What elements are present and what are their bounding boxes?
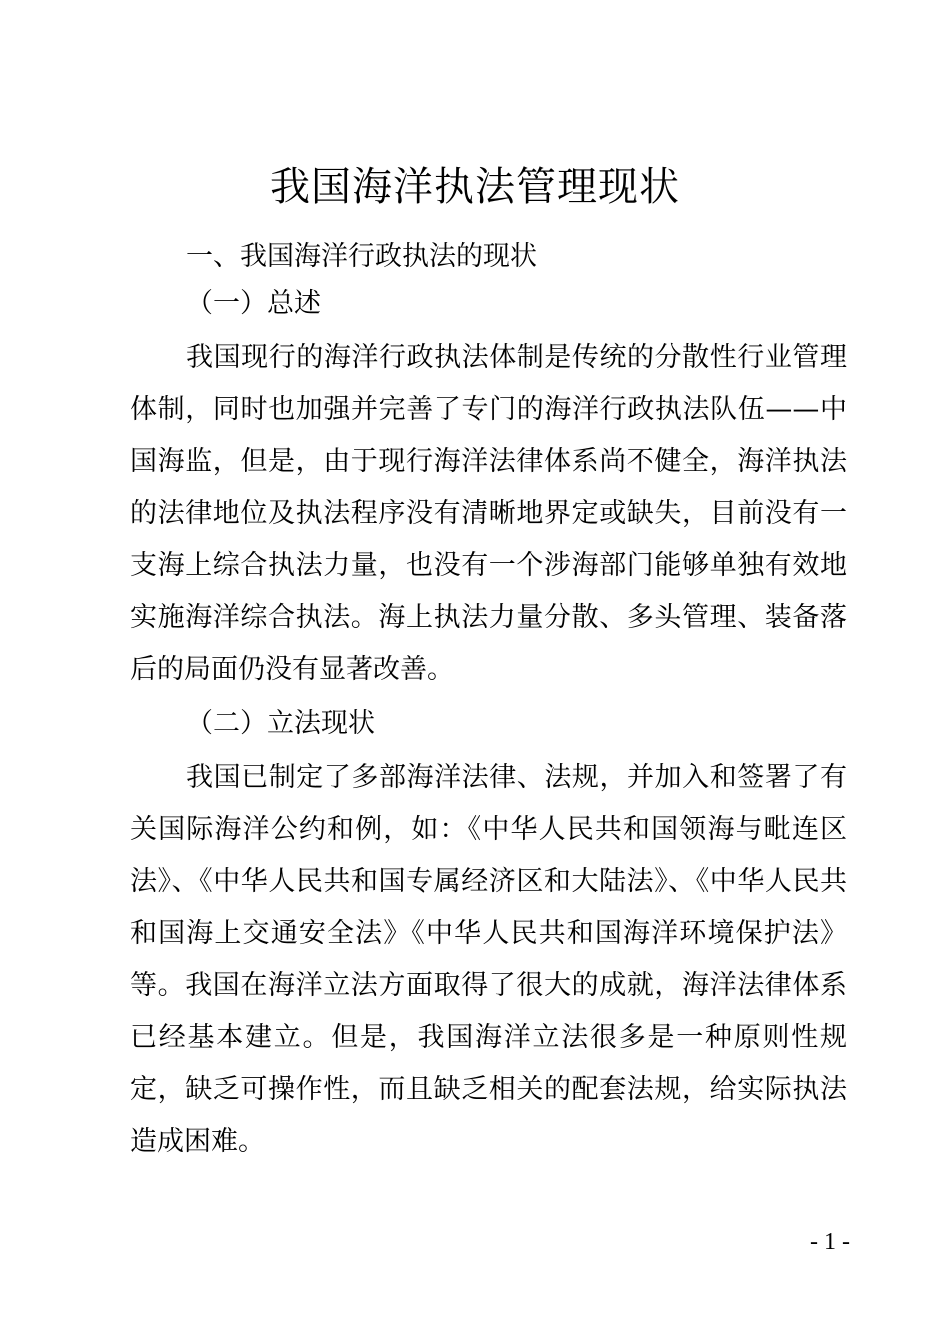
legislation-paragraph: 我国已制定了多部海洋法律、法规，并加入和签署了有关国际海洋公约和例，如：《中华人民共和国领海与毗连区法》、《中华人民共和国专属经济区和大陆法》、《中华人民共和国海上交通安全法》《中华人民共和国海洋环境保护法》等。我国在海洋立法方面取得了很大的成就，海洋法律体系已经基本建立。但是，我国海洋立法很多是一种原则性规定，缺乏可操作性，而且缺乏相关的配套法规，给实际执法造成困难。 bbox=[130, 762, 847, 1157]
document-title: 我国海洋执法管理现状 bbox=[270, 163, 680, 210]
subsection-heading-legislation: （二）立法现状 bbox=[186, 708, 375, 739]
page-number: - 1 - bbox=[810, 1229, 850, 1255]
section-heading: 一、我国海洋行政执法的现状 bbox=[186, 241, 537, 272]
overview-paragraph: 我国现行的海洋行政执法体制是传统的分散性行业管理体制，同时也加强并完善了专门的海洋行政执法队伍——中国海监，但是，由于现行海洋法律体系尚不健全，海洋执法的法律地位及执法程序没有清晰地界定或缺失，目前没有一支海上综合执法力量，也没有一个涉海部门能够单独有效地实施海洋综合执法。海上执法力量分散、多头管理、装备落后的局面仍没有显著改善。 bbox=[130, 342, 847, 685]
subsection-heading-overview: （一）总述 bbox=[186, 288, 321, 319]
